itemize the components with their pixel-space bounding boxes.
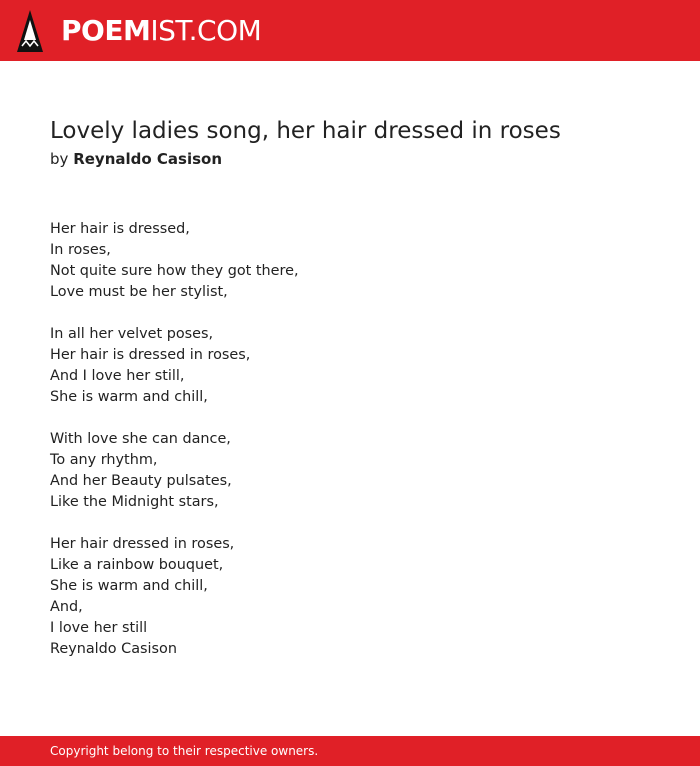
poem-line: Love must be her stylist, [50, 284, 228, 300]
site-header [0, 0, 700, 61]
stanza-break [50, 513, 299, 534]
poem-line: Her hair dressed in roses, [50, 536, 235, 552]
site-logo-text [61, 10, 261, 52]
poem-title: Lovely ladies song, her hair dressed in roses [50, 118, 561, 144]
poem-line: Like a rainbow bouquet, [50, 557, 224, 573]
poem-byline [50, 149, 222, 169]
poem-line: Reynaldo Casison [50, 641, 177, 657]
pen-nib-icon [17, 10, 43, 52]
site-logo[interactable] [17, 10, 261, 52]
logo-bold-part: POEM [61, 14, 151, 47]
stanza-break [50, 408, 299, 429]
footer-copyright: Copyright belong to their respective owners. [50, 744, 319, 758]
poem-stanza [50, 429, 299, 513]
poem-line: Like the Midnight stars, [50, 494, 219, 510]
poem-line: And I love her still, [50, 368, 185, 384]
poem-line: And, [50, 599, 83, 615]
poem-body [50, 219, 299, 660]
poem-line: With love she can dance, [50, 431, 231, 447]
poem-stanza [50, 324, 299, 408]
stanza-break [50, 303, 299, 324]
poem-stanza [50, 534, 299, 660]
poem-line: She is warm and chill, [50, 578, 208, 594]
byline-label: by [50, 150, 69, 168]
logo-light-part: IST.COM [150, 14, 262, 47]
poem-line: To any rhythm, [50, 452, 158, 468]
poem-stanza [50, 219, 299, 303]
poem-line: Her hair is dressed, [50, 221, 190, 237]
poem-line: I love her still [50, 620, 148, 636]
poem-line: She is warm and chill, [50, 389, 208, 405]
poem-line: And her Beauty pulsates, [50, 473, 232, 489]
site-footer [0, 736, 700, 766]
poem-line: Her hair is dressed in roses, [50, 347, 251, 363]
poem-line: Not quite sure how they got there, [50, 263, 299, 279]
poem-line: In roses, [50, 242, 111, 258]
poem-line: In all her velvet poses, [50, 326, 214, 342]
poem-author[interactable]: Reynaldo Casison [73, 150, 223, 168]
